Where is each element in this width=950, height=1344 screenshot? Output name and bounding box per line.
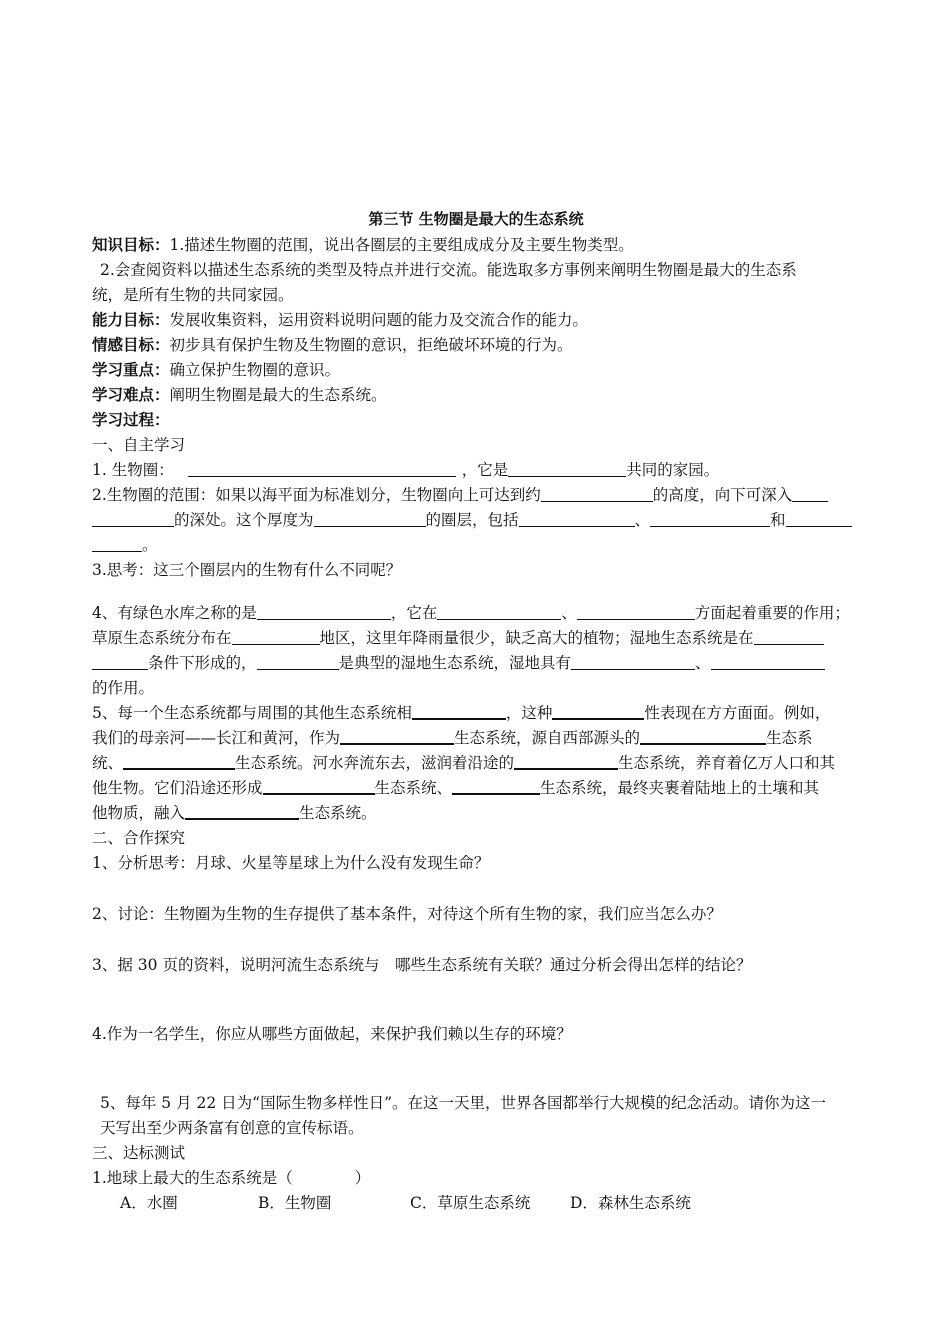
s3-question-1-options	[92, 1191, 860, 1216]
s3-question-1: 1.地球上最大的生态系统是（ ）	[92, 1169, 371, 1187]
learning-difficulty	[92, 383, 860, 408]
answer-blank[interactable]	[185, 802, 299, 820]
s1-question-2-cont	[92, 508, 860, 533]
s1-q5-text: 生态系统。河水奔流东去，滋润着沿途的	[235, 754, 515, 772]
learning-difficulty-text: 阐明生物圈是最大的生态系统。	[169, 386, 387, 404]
answer-space[interactable]	[92, 927, 860, 953]
answer-space[interactable]	[92, 1047, 860, 1091]
s1-q1-text: ，它是	[461, 461, 509, 479]
s1-question-2	[92, 483, 860, 508]
emotion-goal	[92, 333, 860, 358]
s1-question-3: 3.思考：这三个圈层内的生物有什么不同呢？	[92, 561, 402, 579]
s1-q4-text: 条件下形成的，	[148, 654, 257, 672]
s1-q4-text: 、	[695, 654, 711, 672]
s1-question-4-cont	[92, 626, 860, 651]
answer-blank[interactable]	[92, 535, 142, 552]
answer-blank[interactable]	[188, 460, 456, 477]
s1-q5-text: 5、每一个生态系统都与周围的其他生态系统相	[92, 704, 412, 722]
answer-blank[interactable]	[412, 702, 506, 720]
s1-question-4-cont2	[92, 651, 860, 676]
s1-q4-text: 方面起着重要的作用；	[694, 604, 850, 622]
answer-blank[interactable]	[92, 510, 174, 527]
answer-blank[interactable]	[711, 653, 825, 670]
worksheet	[92, 205, 860, 1216]
s1-question-1	[92, 458, 860, 483]
answer-blank[interactable]	[571, 653, 695, 670]
answer-space[interactable]	[92, 876, 860, 902]
answer-blank[interactable]	[650, 510, 770, 527]
s1-q4-text: 地区，这里年降雨量很少，缺乏高大的植物；湿地生态系统是在	[319, 629, 754, 647]
s1-question-5-end	[92, 801, 860, 826]
ability-goal-label: 能力目标：	[92, 311, 170, 329]
s2-question-5: 5、每年 5 月 22 日为“国际生物多样性日”。在这一天里，世界各国都举行大规模的纪念活动。请你为这一	[100, 1094, 827, 1112]
s1-q2-text: 的深处。这个厚度为	[174, 511, 314, 529]
s1-q2-text: 2.生物圈的范围：如果以海平面为标准划分，生物圈向上可达到约	[92, 486, 541, 504]
s1-q1-text: 共同的家园。	[626, 461, 720, 479]
s1-q4-text: 是典型的湿地生态系统，湿地具有	[338, 654, 572, 672]
s1-q4-text: 草原生态系统分布在	[92, 629, 232, 647]
s2-question-5-cont: 天写出至少两条富有创意的宣传标语。	[100, 1119, 364, 1137]
s1-q2-text: 的高度，向下可深入	[652, 486, 793, 504]
knowledge-goal-2-cont: 统，是所有生物的共同家园。	[92, 286, 294, 304]
option-c[interactable]: C．草原生态系统	[410, 1194, 531, 1212]
s1-q5-text: 我们的母亲河——长江和黄河，作为	[92, 729, 341, 747]
answer-blank[interactable]	[257, 603, 391, 620]
s1-q2-text: 。	[142, 536, 158, 554]
s1-q5-text: 生态系统，最终夹裹着陆地上的土壤和其	[540, 779, 820, 797]
page-title: 第三节 生物圈是最大的生态系统	[368, 210, 584, 228]
s1-q2-text: 和	[770, 511, 786, 529]
s1-q2-text: 的圈层，包括	[425, 511, 519, 529]
s1-question-5-cont3	[92, 776, 860, 801]
option-b[interactable]: B．生物圈	[258, 1194, 332, 1212]
answer-blank[interactable]	[437, 603, 561, 620]
answer-blank[interactable]	[519, 510, 635, 527]
learning-focus-text: 确立保护生物圈的意识。	[169, 361, 341, 379]
emotion-goal-label: 情感目标：	[92, 336, 170, 354]
s1-q5-text: 他物质，融入	[92, 804, 186, 822]
answer-blank[interactable]	[541, 485, 653, 502]
answer-blank[interactable]	[514, 752, 618, 770]
s1-q5-text: ，这种	[505, 704, 553, 722]
s1-q4-text: 4、有绿色水库之称的是	[92, 604, 257, 622]
knowledge-goal-2: 2.会查阅资料以描述生态系统的类型及特点并进行交流。能选取多方事例来阐明生物圈是最大的生态系	[100, 261, 797, 279]
ability-goal-text: 发展收集资料，运用资料说明问题的能力及交流合作的能力。	[169, 311, 589, 329]
answer-blank[interactable]	[232, 628, 320, 645]
learning-focus	[92, 358, 860, 383]
s1-q5-text: 统、	[92, 754, 124, 772]
s1-q5-text: 生态系统。	[299, 804, 377, 822]
s1-question-4	[92, 601, 860, 626]
s2-question-1: 1、分析思考：月球、火星等星球上为什么没有发现生命？	[92, 854, 490, 872]
answer-blank[interactable]	[792, 485, 828, 502]
answer-blank[interactable]	[257, 653, 339, 670]
s1-question-5-cont2	[92, 751, 860, 776]
answer-blank[interactable]	[92, 653, 148, 670]
learning-focus-label: 学习重点：	[92, 361, 170, 379]
answer-blank[interactable]	[640, 727, 766, 745]
s2-question-2: 2、讨论：生物圈为生物的生存提供了基本条件，对待这个所有生物的家，我们应当怎么办？	[92, 905, 722, 923]
s1-question-4-end: 的作用。	[92, 679, 155, 697]
s1-question-5-cont	[92, 726, 860, 751]
answer-blank[interactable]	[508, 460, 626, 477]
knowledge-goal-text: 1.描述生物圈的范围，说出各圈层的主要组成成分及主要生物类型。	[169, 236, 634, 254]
answer-blank[interactable]	[754, 628, 824, 645]
answer-space[interactable]	[92, 583, 860, 601]
section-3-heading: 三、达标测试	[92, 1144, 186, 1162]
s1-q4-text: 、	[561, 604, 577, 622]
s1-q5-text: 生态系统，源自西部源头的	[454, 729, 641, 747]
section-1-heading: 一、自主学习	[92, 436, 186, 454]
answer-blank[interactable]	[263, 777, 375, 795]
s1-question-5	[92, 701, 860, 726]
answer-blank[interactable]	[452, 777, 540, 795]
s1-q2-text: 、	[634, 511, 651, 529]
s1-q5-text: 生态系统、	[374, 779, 453, 797]
knowledge-goal-label: 知识目标：	[92, 236, 170, 254]
learning-difficulty-label: 学习难点：	[92, 386, 170, 404]
ability-goal	[92, 308, 860, 333]
answer-blank[interactable]	[786, 510, 852, 527]
answer-blank[interactable]	[552, 702, 644, 720]
option-a[interactable]: A．水圈	[120, 1194, 178, 1212]
answer-blank[interactable]	[314, 510, 426, 527]
s1-q5-text: 性表现在方方面面。例如，	[644, 704, 831, 722]
option-d[interactable]: D．森林生态系统	[570, 1194, 691, 1212]
s1-q5-text: 他生物。它们沿途还形成	[92, 779, 263, 797]
answer-blank[interactable]	[340, 727, 454, 745]
knowledge-goal	[92, 233, 860, 258]
emotion-goal-text: 初步具有保护生物及生物圈的意识，拒绝破坏环境的行为。	[169, 336, 573, 354]
s1-q5-text: 生态系	[766, 729, 813, 747]
s1-q1-text: 1. 生物圈：	[92, 461, 174, 479]
s1-q4-text: ，它在	[390, 604, 438, 622]
s2-question-4: 4.作为一名学生，你应从哪些方面做起，来保护我们赖以生存的环境？	[92, 1025, 572, 1043]
s1-q5-text: 生态系统，养育着亿万人口和其	[618, 754, 836, 772]
s1-question-2-end	[92, 533, 860, 558]
answer-blank[interactable]	[577, 603, 695, 620]
s2-question-3: 3、据 30 页的资料，说明河流生态系统与 哪些生态系统有关联？通过分析会得出怎样的结论？	[92, 956, 752, 974]
section-2-heading: 二、合作探究	[92, 829, 186, 847]
answer-space[interactable]	[92, 978, 860, 1022]
answer-blank[interactable]	[123, 752, 235, 770]
learning-process-label: 学习过程：	[92, 411, 170, 429]
